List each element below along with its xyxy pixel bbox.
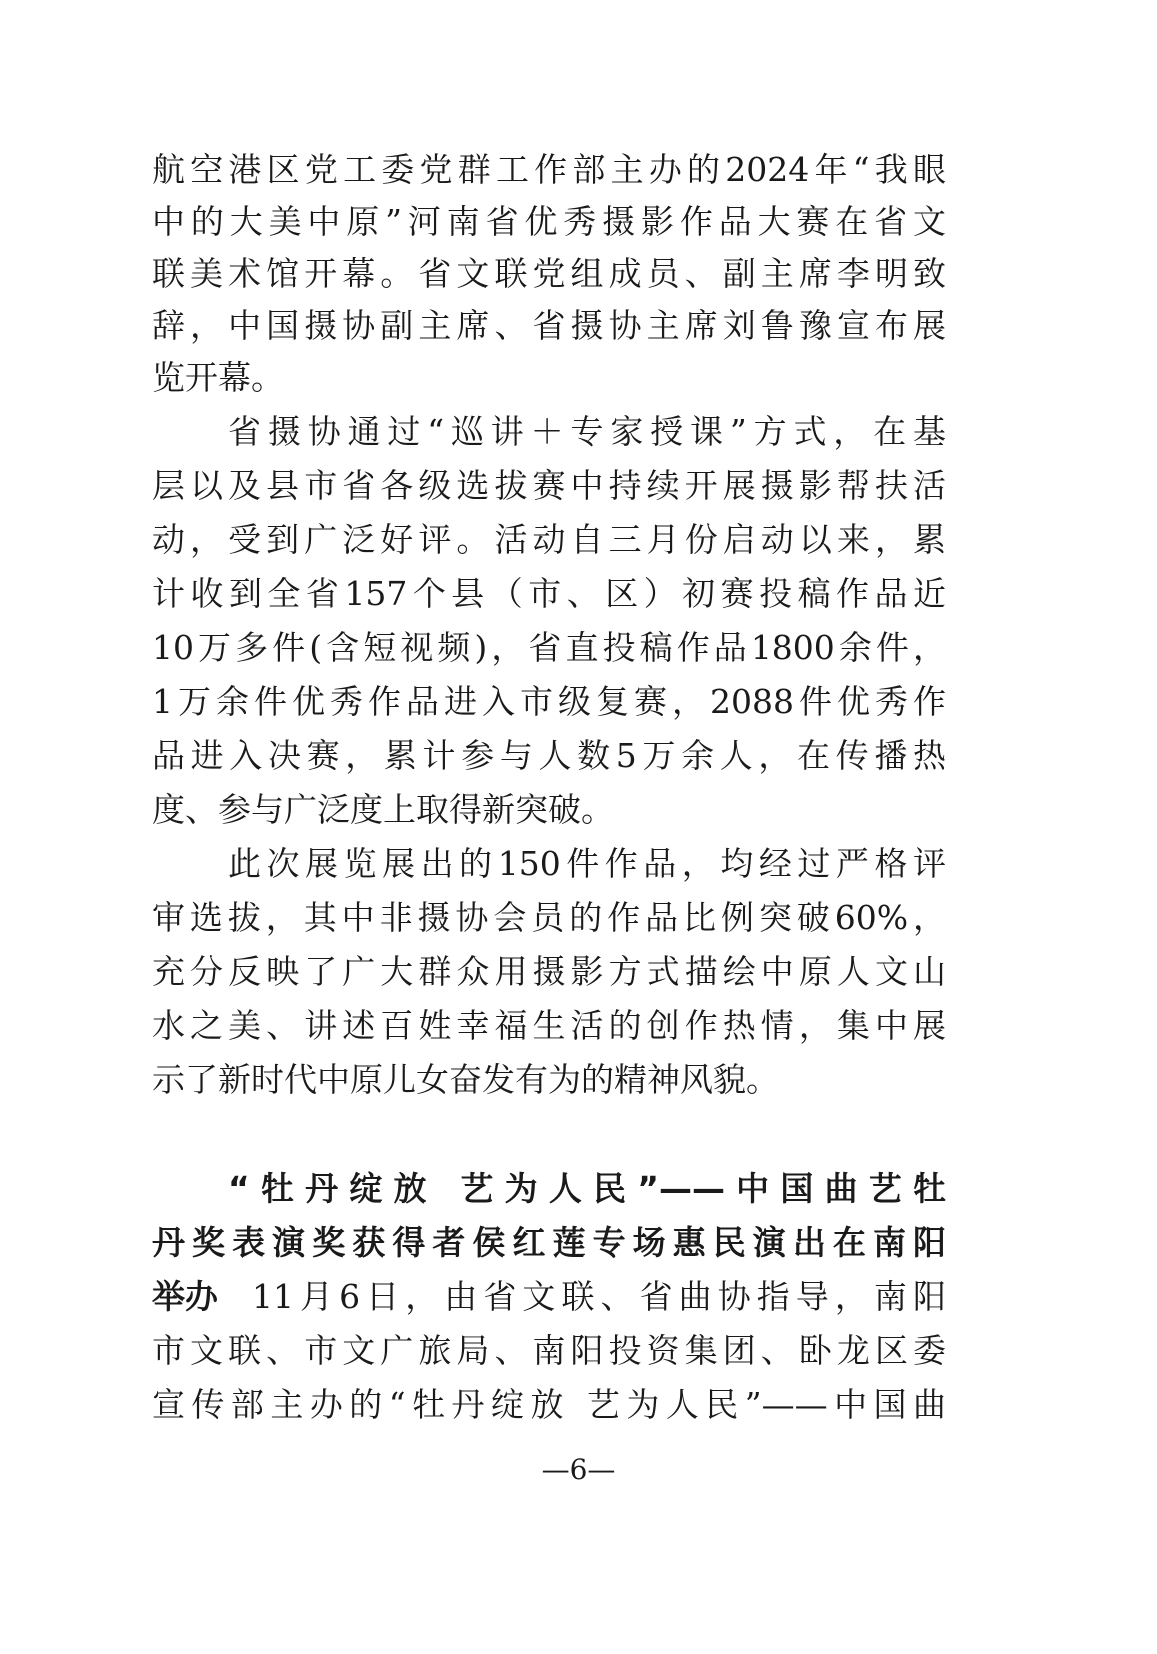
p2-line-1: 省摄协通过“巡讲＋专家授课”方式，在基	[228, 412, 946, 451]
p3-line-5: 示了新时代中原儿女奋发有为的精神风貌。	[152, 1060, 779, 1099]
p3-line-3: 充分反映了广大群众用摄影方式描绘中原人文山	[152, 952, 946, 991]
p1-line-1: 航空港区党工委党群工作部主办的2024年“我眼	[152, 150, 946, 189]
s2-line-2: 宣传部主办的“牡丹绽放 艺为人民”——中国曲	[152, 1385, 946, 1424]
p2-line-3: 动，受到广泛好评。活动自三月份启动以来，累	[152, 520, 946, 559]
p2-line-6: 1万余件优秀作品进入市级复赛，2088件优秀作	[152, 682, 946, 721]
p3-line-4: 水之美、讲述百姓幸福生活的创作热情，集中展	[152, 1006, 946, 1045]
p3-line-2: 审选拔，其中非摄协会员的作品比例突破60%，	[152, 898, 946, 937]
p2-line-5: 10万多件(含短视频)，省直投稿作品1800余件，	[152, 628, 946, 667]
section-heading-tail: 举办	[152, 1277, 218, 1316]
page-number: —6—	[541, 1453, 616, 1486]
p1-line-2: 中的大美中原”河南省优秀摄影作品大赛在省文	[152, 202, 946, 241]
p1-line-3: 联美术馆开幕。省文联党组成员、副主席李明致	[152, 254, 946, 293]
p2-line-2: 层以及县市省各级选拔赛中持续开展摄影帮扶活	[152, 466, 946, 505]
section-heading-line-1: “牡丹绽放 艺为人民”——中国曲艺牡	[228, 1169, 946, 1208]
p1-line-4: 辞，中国摄协副主席、省摄协主席刘鲁豫宣布展	[152, 306, 946, 345]
s2-line-1: 市文联、市文广旅局、南阳投资集团、卧龙区委	[152, 1331, 946, 1370]
section-heading-line-2: 丹奖表演奖获得者侯红莲专场惠民演出在南阳	[152, 1223, 946, 1262]
p3-line-1: 此次展览展出的150件作品，均经过严格评	[228, 844, 946, 883]
section-heading-line-3	[152, 1271, 946, 1323]
p2-line-4: 计收到全省157个县（市、区）初赛投稿作品近	[152, 574, 946, 613]
p2-line-7: 品进入决赛，累计参与人数5万余人，在传播热	[152, 736, 946, 775]
p2-line-8: 度、参与广泛度上取得新突破。	[152, 790, 614, 829]
p1-line-5: 览开幕。	[152, 358, 284, 397]
section-body-first: 11月6日，由省文联、省曲协指导，南阳	[252, 1277, 946, 1316]
